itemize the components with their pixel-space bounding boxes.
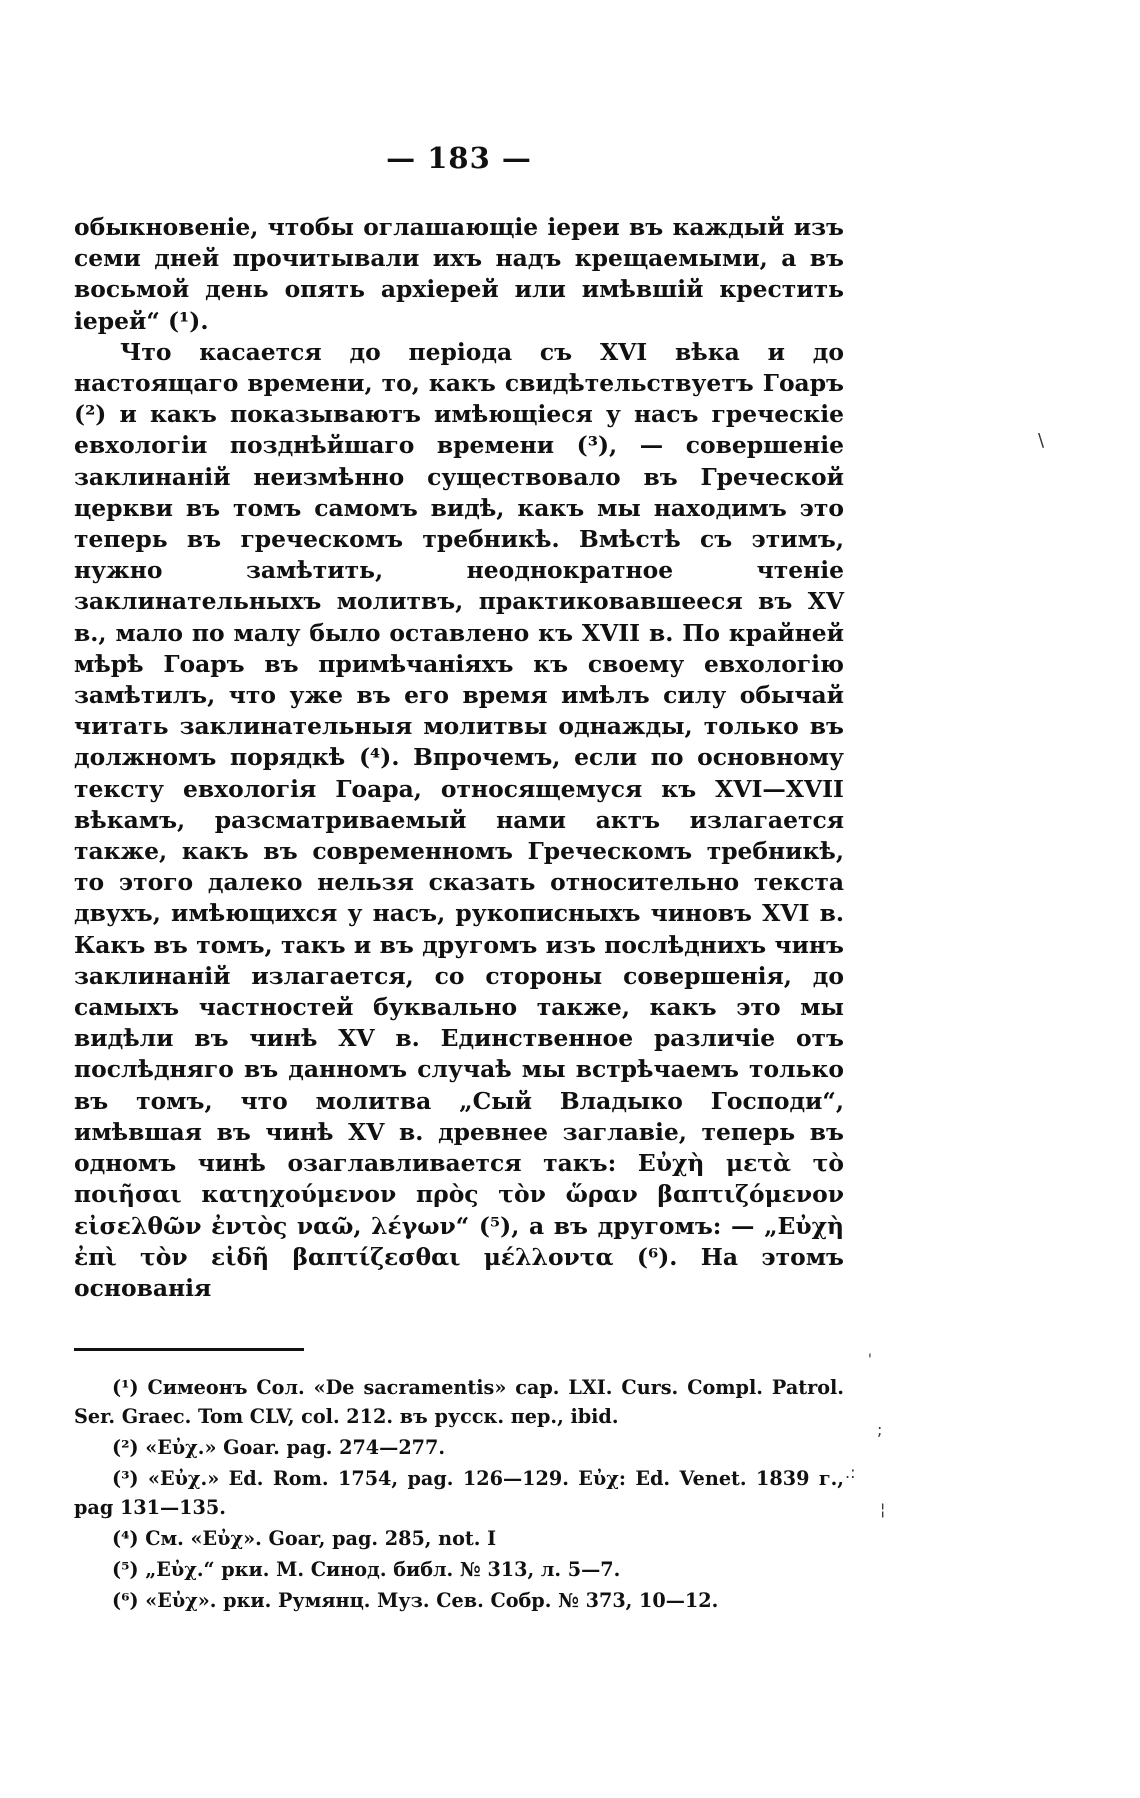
main-text	[74, 212, 844, 1304]
scan-speck: '	[868, 1352, 872, 1368]
footnotes	[74, 1373, 844, 1615]
book-page	[74, 138, 844, 1617]
scan-speck: \	[1038, 430, 1045, 451]
footnote-1: (¹) Симеонъ Сол. «De sacramentis» cap. LXI. Curs. Compl. Patrol. Ser. Graec. Tom CLV, col. 212. въ русск. пер., ibid.	[74, 1376, 844, 1429]
footnote-separator	[74, 1348, 304, 1351]
footnote-6: (⁶) «Εὐχ». рки. Румянц. Муз. Сев. Собр. № 373, 10—12.	[112, 1589, 719, 1613]
page-number: — 183 —	[386, 141, 532, 175]
footnote-2: (²) «Εὐχ.» Goar. pag. 274—277.	[112, 1436, 446, 1460]
scan-speck: .:	[845, 1463, 856, 1482]
footnote-5: (⁵) „Εὐχ.“ рки. М. Синод. библ. № 313, л. 5—7.	[112, 1558, 621, 1582]
footnote-3: (³) «Εὐχ.» Ed. Rom. 1754, pag. 126—129. Εὐχ: Ed. Venet. 1839 г., pag 131—135.	[74, 1467, 844, 1520]
footnote-4: (⁴) См. «Εὐχ». Goar, pag. 285, not. I	[112, 1527, 497, 1551]
paragraph-continuation: обыкновеніе, чтобы оглашающіе іереи въ каждый изъ семи дней прочитывали ихъ надъ крещаемыми, а въ восьмой день опять архіерей или имѣвшій крестить іерей“ (¹).	[74, 213, 844, 335]
scan-speck: ¦	[880, 1500, 886, 1519]
scan-speck: ;	[877, 1420, 883, 1439]
paragraph: Что касается до періода съ XVI вѣка и до настоящаго времени, то, какъ свидѣтельствуетъ Гоаръ (²) и какъ показываютъ имѣющіеся у насъ греческіе евхологіи позднѣйшаго времени (³), — совершеніе заклинаній неизмѣнно существовало въ Греческой церкви въ томъ самомъ видѣ, какъ мы находимъ это теперь въ греческомъ требникѣ. Вмѣстѣ съ этимъ, нужно замѣтить, неоднократное чтеніе заклинательныхъ молитвъ, практиковавшееся въ XV в., мало по малу было оставлено къ XVII в. По крайней мѣрѣ Гоаръ въ примѣчаніяхъ къ своему евхологію замѣтилъ, что уже въ его время имѣлъ силу обычай читать заклинательныя молитвы однажды, только въ должномъ порядкѣ (⁴). Впрочемъ, если по основному тексту евхологія Гоара, относящемуся къ XVI—XVII вѣкамъ, разсматриваемый нами актъ излагается также, какъ въ современномъ Греческомъ требникѣ, то этого далеко нельзя сказать относительно текста двухъ, имѣющихся у насъ, рукописныхъ чиновъ XVI в. Какъ въ томъ, такъ и въ другомъ изъ послѣднихъ чинъ заклинаній излагается, со стороны совершенія, до самыхъ частностей буквально также, какъ это мы видѣли въ чинѣ XV в. Единственное различіе отъ послѣдняго въ данномъ случаѣ мы встрѣчаемъ только въ томъ, что молитва „Сый Владыко Господи“, имѣвшая въ чинѣ XV в. древнее заглавіе, теперь въ одномъ чинѣ озаглавливается такъ: Εὐχὴ μετὰ τὸ ποιῆσαι κατηχούμενον πρὸς τὸν ὥραν βαπτιζόμενον εἰσελθῶν ἐντὸς ναῶ, λέγων“ (⁵), а въ другомъ: — „Εὐχὴ ἐπὶ τὸν εἰδῆ βαπτίζεσθαι μέλλοντα (⁶). На этомъ основанія	[74, 337, 844, 1302]
